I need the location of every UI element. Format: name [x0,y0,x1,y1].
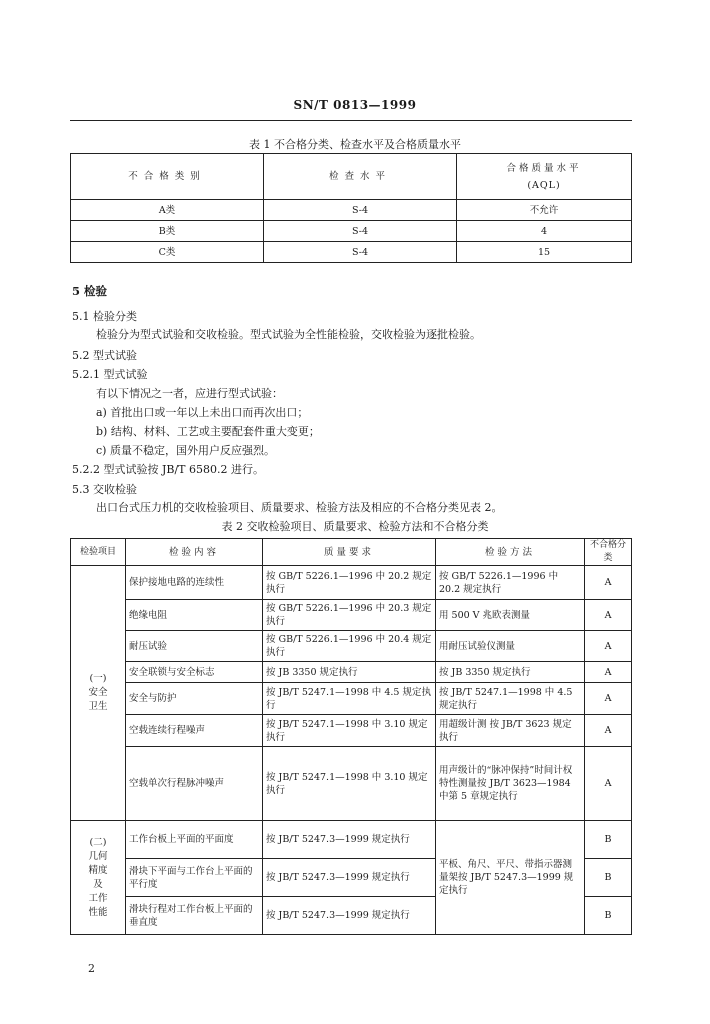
table2-header-item: 检验项目 [71,539,126,566]
table1-header-level: 检查水平 [264,154,457,200]
group-2-method-cell: 平板、角尺、平尺、带指示器测量架按 JB/T 5247.3—1999 规定执行 [436,821,585,935]
section-5-heading: 5 检验 [72,284,108,298]
table-cell: 安全与防护 [126,683,263,715]
section-5-2-heading: 5.2 型式试验 [72,349,137,362]
table-cell: 按 JB/T 5247.3—1999 规定执行 [263,859,436,897]
table-cell: 耐压试验 [126,631,263,662]
header-rule [70,120,632,121]
section-5-1-text: 检验分为型式试验和交收检验。型式试验为全性能检验，交收检验为逐批检验。 [96,328,481,341]
table-cell: 空载连续行程噪声 [126,715,263,747]
group-1-line: 卫生 [88,701,108,712]
table-row [71,821,632,859]
group-2-line: 及 [93,878,103,890]
table-cell: B类 [71,221,264,242]
section-5-3-text: 出口台式压力机的交收检验项目、质量要求、检验方法及相应的不合格分类见表 2。 [96,501,503,514]
table-cell: 用超级计测 按 JB/T 3623 规定执行 [436,715,585,747]
section-5-1-heading: 5.1 检验分类 [72,310,137,323]
table2 [70,538,632,935]
section-5-2-1-heading: 5.2.1 型式试验 [72,368,148,381]
table-cell: 按 JB/T 5247.1—1998 中 3.10 规定执行 [263,747,436,821]
table-cell: 按 JB/T 5247.1—1998 中 3.10 规定执行 [263,715,436,747]
table-row [71,221,632,242]
table-cell: A类 [71,200,264,221]
page-number: 2 [88,962,95,975]
table-cell: 用 500 V 兆欧表测量 [436,600,585,631]
table-cell: 按 GB/T 5226.1—1996 中 20.2 规定执行 [436,566,585,600]
table-cell: 按 GB/T 5226.1—1996 中 20.2 规定执行 [263,566,436,600]
table-cell: 15 [457,242,632,263]
group-1-label [71,566,126,821]
table2-header-content: 检验内容 [126,539,263,566]
table-cell: 按 JB 3350 规定执行 [436,662,585,683]
table1-header-aql [457,154,632,200]
table-cell: 按 GB/T 5226.1—1996 中 20.4 规定执行 [263,631,436,662]
table-cell: 安全联锁与安全标志 [126,662,263,683]
standard-header: SN/T 0813—1999 [293,98,417,112]
section-5-2-1-text: 有以下情况之一者，应进行型式试验： [96,387,283,400]
table1-header-aql-line1: 合格质量水平 [506,162,582,174]
section-5-2-2: 5.2.2 型式试验按 JB/T 6580.2 进行。 [72,463,264,476]
table-row [71,683,632,715]
table-cell: S-4 [264,242,457,263]
list-item-a: a) 首批出口或一年以上未出口而再次出口； [96,406,309,419]
list-item-c: c) 质量不稳定，国外用户反应强烈。 [96,444,275,457]
table-cell: 绝缘电阻 [126,600,263,631]
table-cell: S-4 [264,200,457,221]
table-row [71,566,632,600]
table-cell: B [585,821,632,859]
table-row [71,631,632,662]
table1-header-aql-line2: (AQL) [527,179,561,191]
table-cell: 按 JB/T 5247.1—1998 中 4.5 规定执行 [263,683,436,715]
table-cell: A [585,566,632,600]
table-row [71,662,632,683]
table-cell: 按 GB/T 5226.1—1996 中 20.3 规定执行 [263,600,436,631]
table-row [71,242,632,263]
table-cell: 用耐压试验仪测量 [436,631,585,662]
table-row [71,715,632,747]
table-cell: 按 JB 3350 规定执行 [263,662,436,683]
table-cell: A [585,631,632,662]
group-2-line: 几何 [88,850,108,862]
group-2-line: (二) [89,836,107,848]
table-cell: 滑块下平面与工作台上平面的平行度 [126,859,263,897]
table-row [71,747,632,821]
table2-caption: 表 2 交收检验项目、质量要求、检验方法和不合格分类 [221,520,489,533]
group-2-line: 性能 [88,906,108,918]
table-row [71,200,632,221]
table-cell: S-4 [264,221,457,242]
table-cell: A [585,683,632,715]
table2-header-requirement: 质量要求 [263,539,436,566]
list-item-b: b) 结构、材料、工艺或主要配套件重大变更； [96,425,320,438]
table-cell: B [585,859,632,897]
group-2-line: 工作 [88,892,108,904]
table-cell: A [585,747,632,821]
section-5-3-heading: 5.3 交收检验 [72,483,137,496]
table-cell: 滑块行程对工作台板上平面的垂直度 [126,897,263,935]
table-cell: 工作台板上平面的平面度 [126,821,263,859]
table-cell: B [585,897,632,935]
table1 [70,153,632,263]
table-cell: A [585,715,632,747]
table-row [71,600,632,631]
table-cell: A [585,600,632,631]
table-cell: C类 [71,242,264,263]
group-2-label [71,821,126,935]
group-2-line: 精度 [88,864,108,876]
table-cell: 空载单次行程脉冲噪声 [126,747,263,821]
table-cell: A [585,662,632,683]
table-cell: 按 JB/T 5247.3—1999 规定执行 [263,821,436,859]
table-cell: 用声级计的“脉冲保持”时间计权特性测量按 JB/T 3623—1984 中第 5 章规定执行 [436,747,585,821]
group-1-line: (一) [89,673,107,684]
table2-header-class: 不合格分类 [585,539,632,566]
table-cell: 不允许 [457,200,632,221]
table-cell: 4 [457,221,632,242]
table-cell: 按 JB/T 5247.1—1998 中 4.5 规定执行 [436,683,585,715]
table1-header-category: 不合格类别 [71,154,264,200]
group-1-line: 安全 [88,687,108,698]
table1-caption: 表 1 不合格分类、检查水平及合格质量水平 [249,138,461,151]
table-cell: 保护接地电路的连续性 [126,566,263,600]
table2-header-method: 检验方法 [436,539,585,566]
table-cell: 按 JB/T 5247.3—1999 规定执行 [263,897,436,935]
